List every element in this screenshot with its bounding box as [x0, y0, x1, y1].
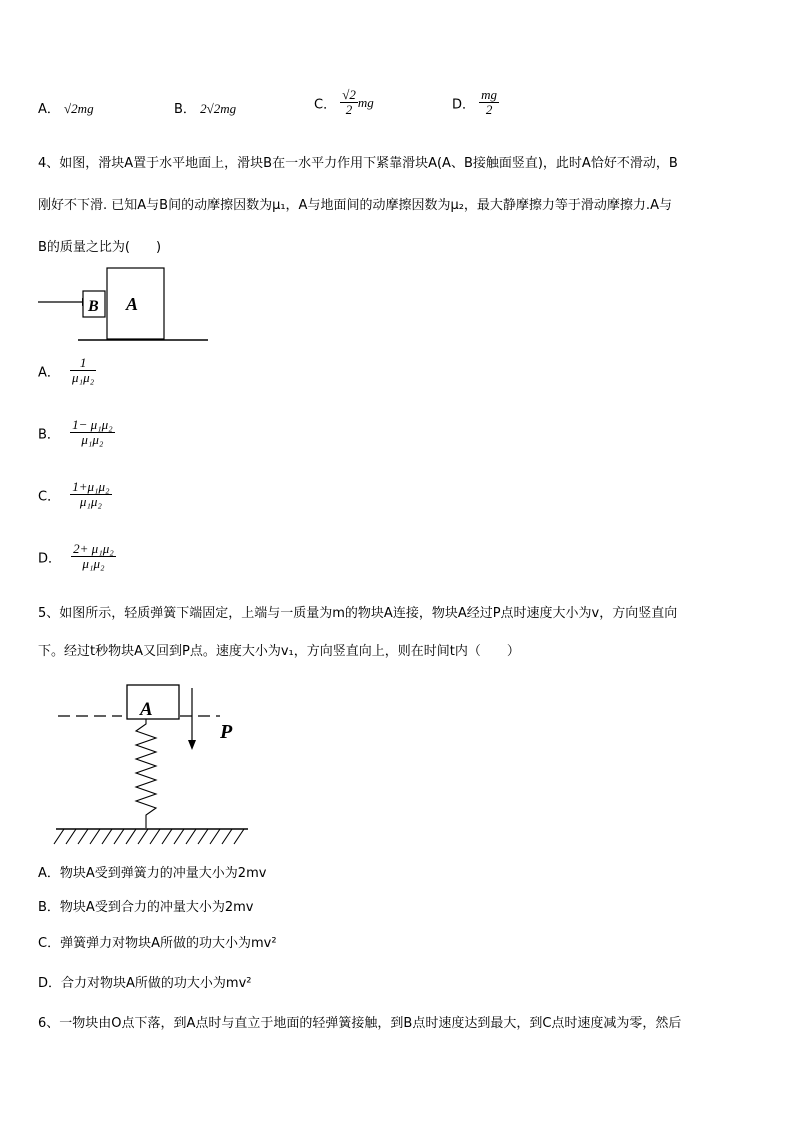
arrow-down-icon: [188, 740, 196, 750]
option-label: C．: [38, 936, 61, 951]
q4-option-a: [38, 356, 96, 386]
option-label: D．: [38, 551, 62, 567]
option-fraction: $\frac{mg}{2}$: [481, 87, 498, 118]
option-label: A．: [38, 102, 60, 117]
q5-option-c: [38, 932, 277, 951]
option-text: 物块A受到弹簧力的冲量大小为2mv: [59, 866, 267, 881]
q3-option-a: [38, 98, 94, 117]
option-expression: 2√2mg: [200, 101, 237, 116]
option-label: B．: [38, 900, 60, 915]
q3-option-b: [174, 98, 236, 117]
option-text: 弹簧弹力对物块A所做的功大小为mv²: [60, 936, 277, 951]
q4-stem-line-3: B的质量之比为( ): [38, 240, 162, 255]
option-fraction: $\frac{\text{1− μ₁μ₂}}{\text{μ₁μ₂}}$: [72, 417, 113, 448]
q4-option-d: [38, 542, 116, 572]
option-text: 物块A受到合力的冲量大小为2mv: [59, 900, 254, 915]
option-text: 合力对物块A所做的功大小为mv²: [61, 976, 252, 991]
ground-hatching: [54, 829, 244, 844]
option-fraction: $\frac{\text{2+ μ₁μ₂}}{\text{μ₁μ₂}}$: [73, 541, 114, 572]
option-label: B．: [38, 427, 60, 443]
option-fraction: $\frac{√2}{2}$: [342, 87, 356, 118]
option-expression: √2mg: [64, 101, 94, 116]
block-a: [127, 685, 179, 719]
block-a-label: A: [140, 699, 153, 720]
point-p-label: P: [220, 721, 233, 743]
option-label: C．: [314, 97, 337, 113]
q5-stem-line-1: 5、如图所示，轻质弹簧下端固定，上端与一质量为m的物块A连接，物块A经过P点时速度大小为v，方向竖直向: [38, 606, 678, 621]
block-a-label: A: [126, 294, 139, 314]
block-b-label: B: [88, 298, 99, 315]
q4-option-b: [38, 418, 115, 448]
option-label: D．: [38, 976, 62, 991]
option-label: A．: [38, 365, 60, 381]
q4-stem-line-2: 刚好不下滑. 已知A与B间的动摩擦因数为μ₁，A与地面间的动摩擦因数为μ₂，最大静摩擦力等于滑动摩擦力.A与: [38, 198, 672, 213]
q5-option-a: [38, 862, 266, 881]
option-label: D．: [452, 97, 476, 113]
option-expression: mg: [357, 94, 374, 110]
option-label: B．: [174, 102, 196, 117]
option-label: C．: [38, 489, 61, 505]
q5-stem-line-2: 下。经过t秒物块A又回到P点。速度大小为v₁，方向竖直向上，则在时间t内（ ）: [38, 644, 520, 659]
q4-figure: [36, 262, 216, 348]
q5-figure: [52, 678, 257, 850]
option-fraction: $\frac{1}{\text{μ₁μ₂}}$: [72, 355, 95, 386]
q6-stem-line-1: 6、一物块由O点下落，到A点时与直立于地面的轻弹簧接触，到B点时速度达到最大，到C点时速度减为零，然后: [38, 1016, 682, 1031]
q3-option-d: [452, 88, 499, 118]
spring: [136, 719, 156, 828]
option-label: A．: [38, 866, 60, 881]
q5-option-d: [38, 972, 251, 991]
q4-stem-line-1: 4、如图，滑块A置于水平地面上，滑块B在一水平力作用下紧靠滑块A(A、B接触面竖直)，此时A恰好不滑动，B: [38, 156, 678, 171]
q5-option-b: [38, 896, 253, 915]
q4-option-c: [38, 480, 112, 510]
option-fraction: $\frac{\text{1+μ₁μ₂}}{\text{μ₁μ₂}}$: [72, 479, 110, 510]
q3-option-c: [314, 88, 374, 118]
